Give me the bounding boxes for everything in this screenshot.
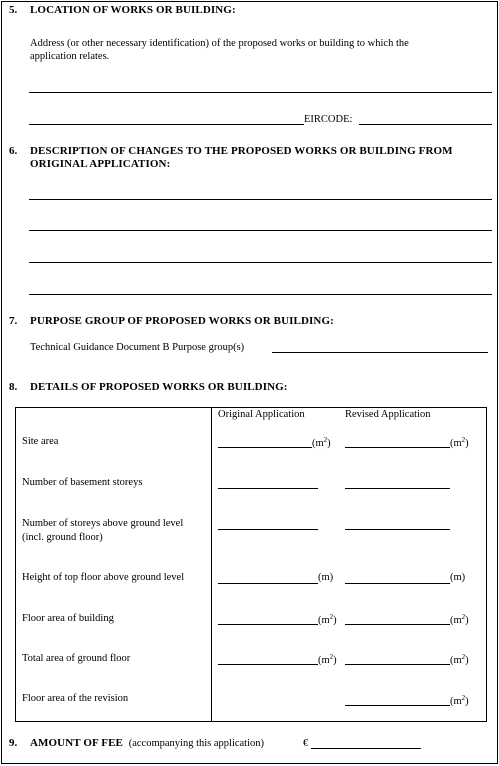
description-line-3[interactable] (29, 262, 492, 263)
ground-floor-original-unit: $(m^2)$ (318, 653, 337, 666)
fee-amount-field[interactable] (311, 748, 421, 749)
section-6-number: 6. (9, 145, 18, 157)
floor-area-revised-unit: $(m^2)$ (450, 613, 469, 626)
section-7-number: 7. (9, 315, 18, 327)
col-revised-application: Revised Application (345, 409, 431, 420)
height-original-unit: (m) (318, 572, 334, 583)
table-divider (211, 408, 212, 721)
eircode-field[interactable] (359, 124, 492, 125)
section-5-title: LOCATION OF WORKS OR BUILDING: (30, 4, 236, 16)
details-table (15, 407, 487, 722)
basement-original-field[interactable] (218, 488, 318, 489)
row-site-area-label: Site area (22, 436, 59, 447)
form-page (1, 1, 498, 764)
section-9-number: 9. (9, 737, 18, 749)
euro-symbol: € (303, 738, 309, 749)
purpose-group-field[interactable] (272, 352, 488, 353)
section-9-subtitle: (accompanying this application) (128, 738, 265, 749)
site-area-original-field[interactable] (218, 447, 312, 448)
row-ground-floor-label: Total area of ground floor (22, 653, 131, 664)
row-basement-label: Number of basement storeys (22, 477, 143, 488)
row-floor-area-label: Floor area of building (22, 613, 114, 624)
section-6-title-line2: ORIGINAL APPLICATION: (30, 158, 171, 170)
description-line-2[interactable] (29, 230, 492, 231)
floor-area-original-field[interactable] (218, 624, 318, 625)
height-revised-unit: (m) (450, 572, 466, 583)
row-height-label: Height of top floor above ground level (22, 572, 185, 583)
col-original-application: Original Application (218, 409, 305, 420)
section-5-text-line2: application relates. (30, 51, 110, 62)
tgd-purpose-group-label: Technical Guidance Document B Purpose group(s) (30, 342, 245, 353)
section-5-number: 5. (9, 4, 18, 16)
section-8-number: 8. (9, 381, 18, 393)
row-storeys-label-line2: (incl. ground floor) (22, 532, 103, 543)
storeys-revised-field[interactable] (345, 529, 450, 530)
description-line-4[interactable] (29, 294, 492, 295)
row-revision-area-label: Floor area of the revision (22, 693, 129, 704)
eircode-label: EIRCODE: (304, 114, 353, 125)
site-area-original-unit: $(m^2)$ (312, 436, 331, 449)
section-8-title: DETAILS OF PROPOSED WORKS OR BUILDING: (30, 381, 288, 393)
site-area-revised-unit: $(m^2)$ (450, 436, 469, 449)
basement-revised-field[interactable] (345, 488, 450, 489)
section-7-title: PURPOSE GROUP OF PROPOSED WORKS OR BUILDING: (30, 315, 334, 327)
ground-floor-original-field[interactable] (218, 664, 318, 665)
section-5-text-line1: Address (or other necessary identification) of the proposed works or building to which the (30, 38, 409, 49)
site-area-revised-field[interactable] (345, 447, 450, 448)
floor-area-revised-field[interactable] (345, 624, 450, 625)
ground-floor-revised-field[interactable] (345, 664, 450, 665)
section-9-title: AMOUNT OF FEE (30, 737, 123, 749)
storeys-original-field[interactable] (218, 529, 318, 530)
address-line-2[interactable] (29, 124, 304, 125)
height-revised-field[interactable] (345, 583, 450, 584)
section-9-heading (30, 737, 264, 750)
floor-area-original-unit: $(m^2)$ (318, 613, 337, 626)
height-original-field[interactable] (218, 583, 318, 584)
address-line-1[interactable] (29, 92, 492, 93)
revision-area-revised-unit: $(m^2)$ (450, 694, 469, 707)
description-line-1[interactable] (29, 199, 492, 200)
ground-floor-revised-unit: $(m^2)$ (450, 653, 469, 666)
section-6-title-line1: DESCRIPTION OF CHANGES TO THE PROPOSED WORKS OR BUILDING FROM (30, 145, 453, 157)
row-storeys-label-line1: Number of storeys above ground level (22, 518, 184, 529)
revision-area-revised-field[interactable] (345, 705, 450, 706)
